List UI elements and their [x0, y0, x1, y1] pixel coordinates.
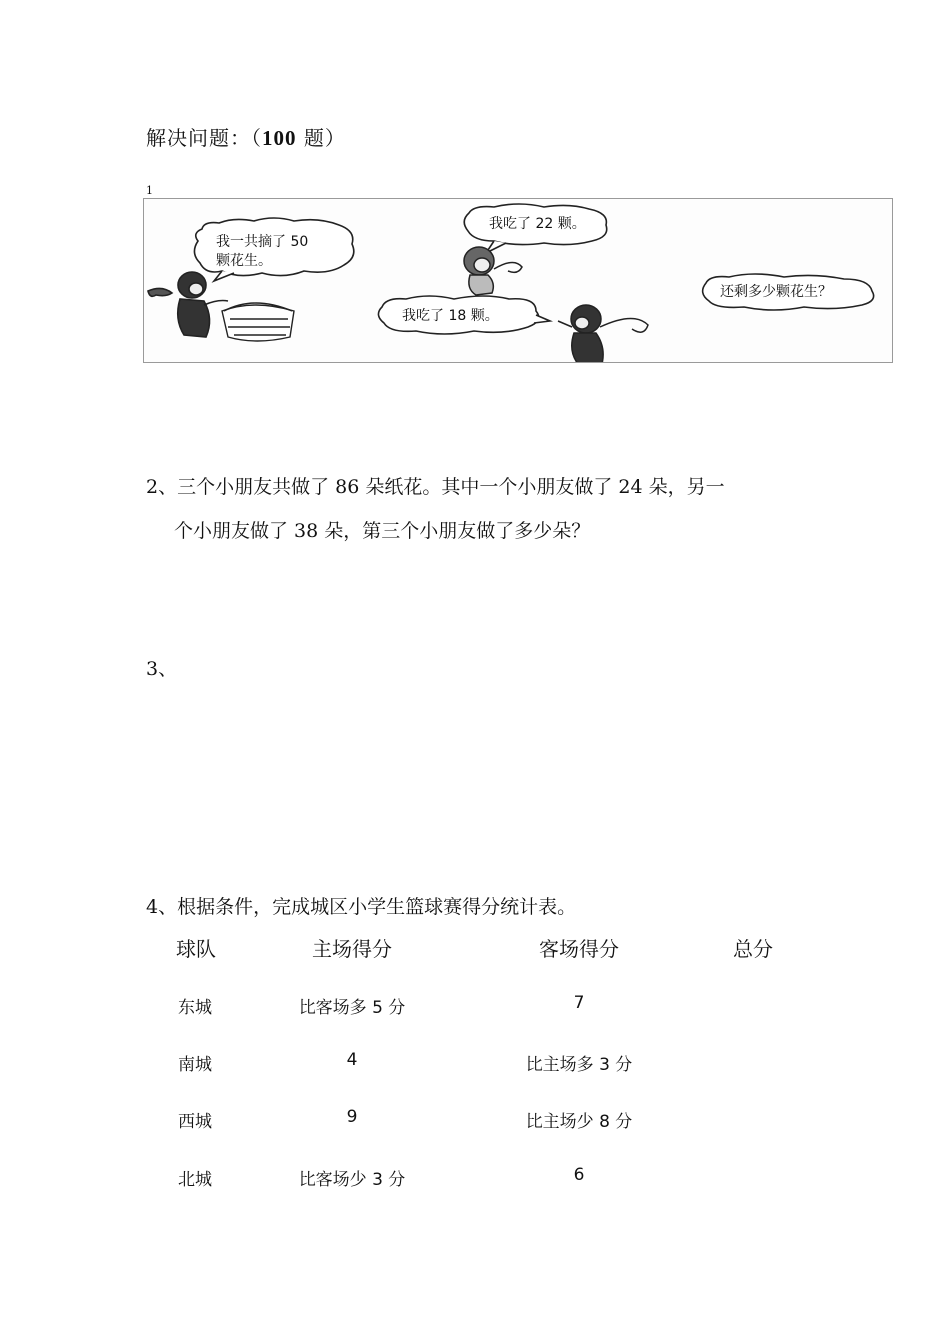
row-1-away: 7: [573, 993, 585, 1013]
question-2-line-1: 2、三个小朋友共做了 86 朵纸花。其中一个小朋友做了 24 朵，另一: [146, 476, 725, 498]
section-heading: 解决问题：（100 题）: [146, 126, 346, 150]
question-2: [146, 465, 846, 553]
question-count: 100: [262, 126, 297, 150]
row-2-away: 比主场多 3 分: [525, 1055, 633, 1075]
row-3-away: 比主场少 8 分: [525, 1112, 633, 1132]
question-2-line-2: 个小朋友做了 38 朵，第三个小朋友做了多少朵？: [174, 520, 591, 542]
row-3-team: 西城: [178, 1112, 212, 1132]
header-team: 球队: [176, 937, 216, 961]
header-total: 总分: [733, 937, 773, 961]
bubble-question: 还剩多少颗花生？: [720, 284, 832, 300]
question-1-comic: [143, 198, 893, 363]
question-3: 3、: [146, 658, 178, 680]
row-1-home: 比客场多 5 分: [298, 998, 406, 1018]
header-away-score: 客场得分: [539, 937, 619, 961]
bubble-ate-18: 我吃了 18 颗。: [402, 308, 499, 324]
row-2-team: 南城: [178, 1055, 212, 1075]
row-3-home: 9: [346, 1107, 358, 1127]
bubble-total: 我一共摘了 50 颗花生。: [216, 234, 309, 269]
header-home-score: 主场得分: [312, 937, 392, 961]
row-4-home: 比客场少 3 分: [298, 1170, 406, 1190]
row-2-home: 4: [346, 1050, 358, 1070]
bubble-ate-22: 我吃了 22 颗。: [489, 216, 586, 232]
question-4: 4、根据条件，完成城区小学生篮球赛得分统计表。: [146, 896, 577, 918]
row-1-team: 东城: [178, 998, 212, 1018]
row-4-team: 北城: [178, 1170, 212, 1190]
question-1-number: 1: [146, 184, 153, 197]
row-4-away: 6: [573, 1165, 585, 1185]
